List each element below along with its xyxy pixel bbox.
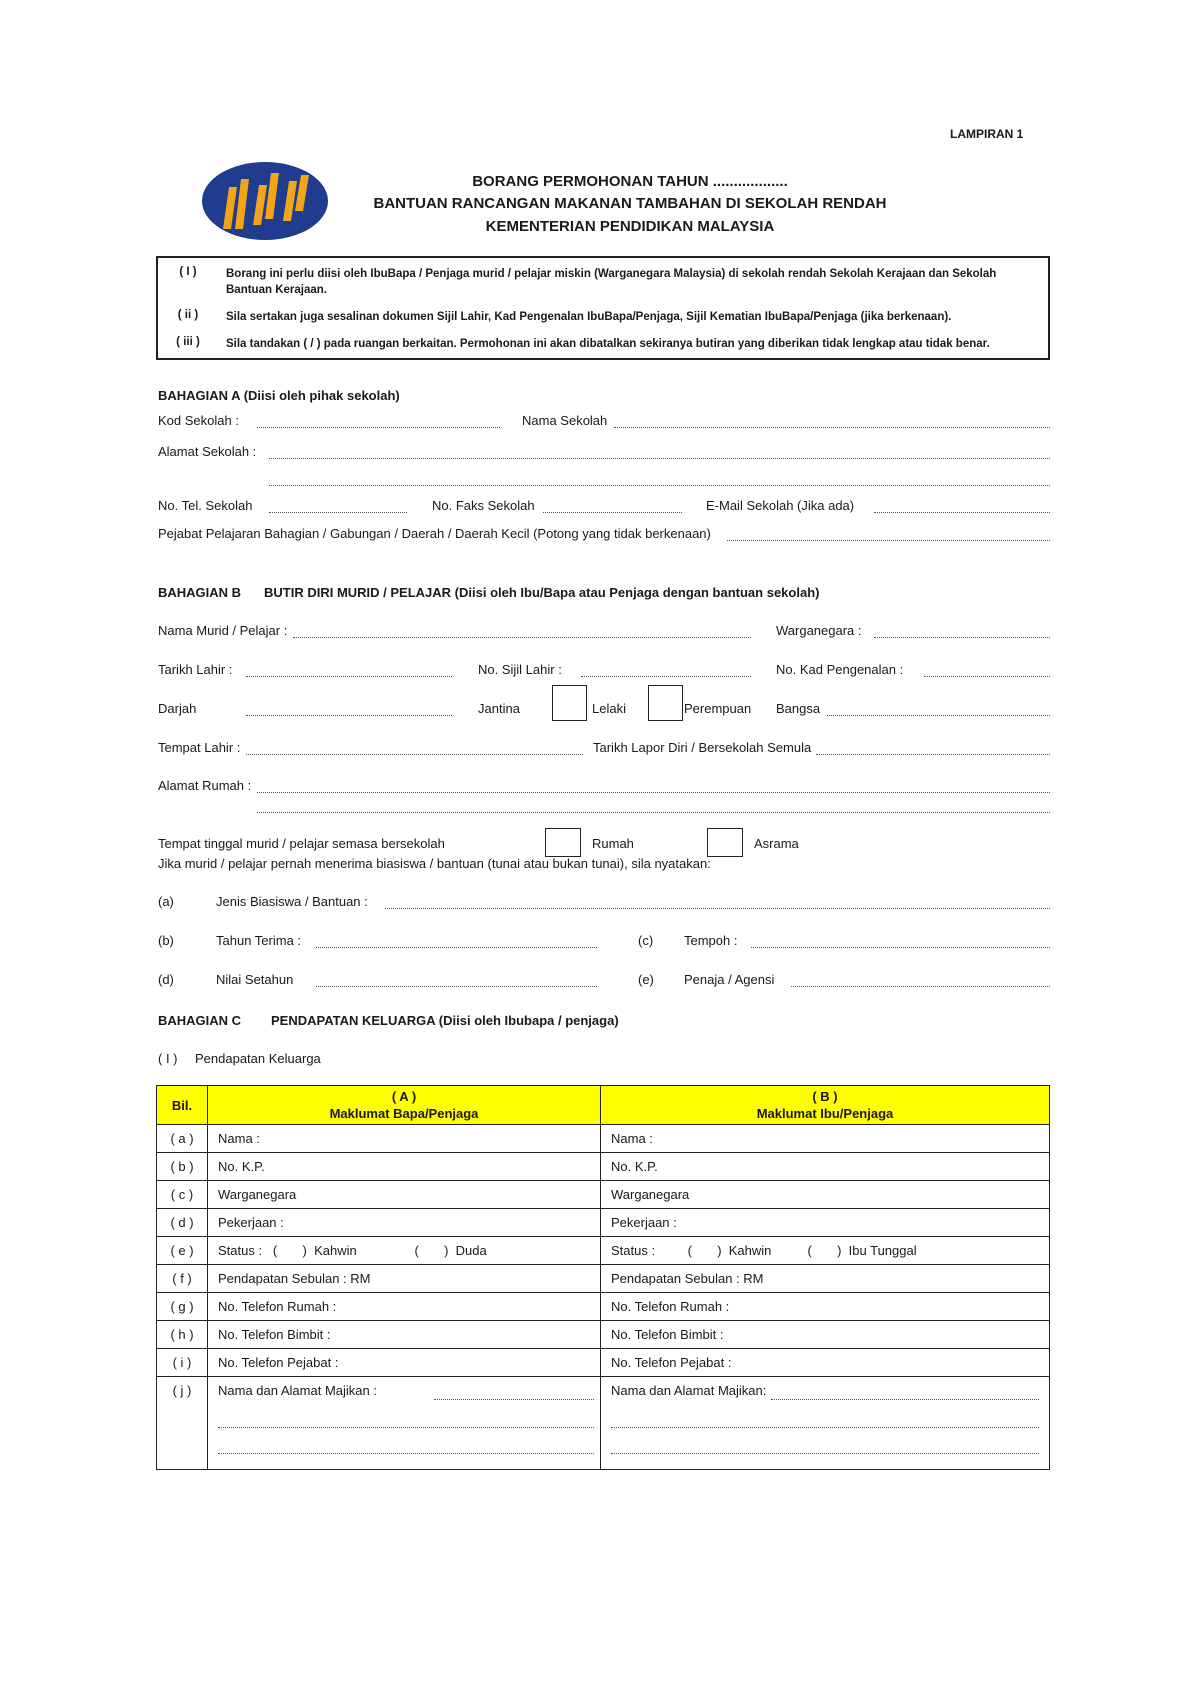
bapa-cell[interactable]: Pekerjaan : [208, 1209, 601, 1237]
tarikh-lahir-field[interactable] [246, 676, 452, 677]
ibu-majikan-label: Nama dan Alamat Majikan: [611, 1383, 767, 1398]
family-income-table [156, 1085, 1050, 1470]
form-title: BORANG PERMOHONAN TAHUN .................. [472, 173, 788, 190]
bapa-cell[interactable]: No. Telefon Rumah : [208, 1293, 601, 1321]
nama-sekolah-field[interactable] [614, 427, 1050, 428]
bil-cell: ( d ) [157, 1209, 208, 1237]
bil-cell: ( h ) [157, 1321, 208, 1349]
perempuan-checkbox[interactable] [648, 685, 683, 721]
alamat-rumah-label: Alamat Rumah : [158, 778, 252, 793]
instruction-number: ( I ) [179, 266, 197, 278]
ibu-majikan-cell[interactable] [601, 1377, 1050, 1470]
table-row [157, 1321, 1050, 1349]
kod-sekolah-field[interactable] [257, 427, 500, 428]
penaja-agensi-field[interactable] [791, 986, 1050, 987]
warganegara-field[interactable] [874, 637, 1050, 638]
table-row [157, 1293, 1050, 1321]
lelaki-label: Lelaki [592, 701, 626, 716]
darjah-label: Darjah [158, 701, 197, 716]
pendapatan-sub-number: ( I ) [158, 1051, 178, 1066]
bapa-cell[interactable]: Nama : [208, 1125, 601, 1153]
bapa-cell[interactable]: No. Telefon Pejabat : [208, 1349, 601, 1377]
pendapatan-sub-label: Pendapatan Keluarga [195, 1051, 321, 1066]
no-kad-pengenalan-field[interactable] [924, 676, 1050, 677]
table-row [157, 1265, 1050, 1293]
rumah-label: Rumah [592, 836, 634, 851]
warganegara-label: Warganegara : [776, 623, 862, 638]
no-faks-sekolah-label: No. Faks Sekolah [432, 498, 535, 513]
no-kad-pengenalan-label: No. Kad Pengenalan : [776, 662, 904, 677]
form-subtitle: BANTUAN RANCANGAN MAKANAN TAMBAHAN DI SEKOLAH RENDAH [373, 195, 887, 212]
no-tel-sekolah-field[interactable] [269, 512, 407, 513]
bangsa-label: Bangsa [776, 701, 821, 716]
item-c-label: (c) [638, 933, 654, 948]
ibu-cell[interactable]: Nama : [601, 1125, 1050, 1153]
item-b-label: (b) [158, 933, 174, 948]
section-b-title: BUTIR DIRI MURID / PELAJAR (Diisi oleh Ibu/Bapa atau Penjaga dengan bantuan sekolah) [264, 585, 820, 600]
nama-sekolah-label: Nama Sekolah [522, 413, 608, 428]
tarikh-lapor-diri-label: Tarikh Lapor Diri / Bersekolah Semula [593, 740, 812, 755]
ibu-cell[interactable]: Pekerjaan : [601, 1209, 1050, 1237]
instruction-text: Sila tandakan ( / ) pada ruangan berkaitan. Permohonan ini akan dibatalkan sekiranya butiran yang diberikan tidak lengkap atau tidak benar. [226, 338, 990, 350]
bangsa-field[interactable] [827, 715, 1050, 716]
item-d-label: (d) [158, 972, 174, 987]
bapa-majikan-label: Nama dan Alamat Majikan : [218, 1383, 377, 1398]
kpm-logo-icon [201, 161, 329, 241]
alamat-sekolah-field-2[interactable] [269, 485, 1050, 486]
bil-cell: ( g ) [157, 1293, 208, 1321]
bapa-majikan-cell[interactable] [208, 1377, 601, 1470]
bil-cell: ( b ) [157, 1153, 208, 1181]
nilai-setahun-label: Nilai Setahun [216, 972, 294, 987]
item-a-label: (a) [158, 894, 174, 909]
instruction-number: ( ii ) [177, 309, 199, 321]
jenis-biasiswa-field[interactable] [385, 908, 1050, 909]
kod-sekolah-label: Kod Sekolah : [158, 413, 239, 428]
bapa-majikan-line-3[interactable] [218, 1453, 594, 1454]
jenis-biasiswa-label: Jenis Biasiswa / Bantuan : [216, 894, 368, 909]
bapa-cell[interactable]: Pendapatan Sebulan : RM [208, 1265, 601, 1293]
penaja-agensi-label: Penaja / Agensi [684, 972, 775, 987]
pejabat-pelajaran-label: Pejabat Pelajaran Bahagian / Gabungan / Daerah / Daerah Kecil (Potong yang tidak berkenaan) [158, 526, 711, 541]
biasiswa-intro: Jika murid / pelajar pernah menerima biasiswa / bantuan (tunai atau bukan tunai), sila nyatakan: [158, 856, 711, 871]
section-b-heading: BAHAGIAN B [158, 585, 242, 600]
tempat-lahir-label: Tempat Lahir : [158, 740, 241, 755]
ibu-header-top: ( B ) [812, 1089, 838, 1104]
ministry-name: KEMENTERIAN PENDIDIKAN MALAYSIA [485, 218, 775, 235]
section-a-heading: BAHAGIAN A (Diisi oleh pihak sekolah) [158, 388, 400, 403]
lampiran-label: LAMPIRAN 1 [950, 127, 1024, 141]
tempat-tinggal-label: Tempat tinggal murid / pelajar semasa bersekolah [158, 836, 445, 851]
table-row [157, 1181, 1050, 1209]
tempoh-label: Tempoh : [684, 933, 738, 948]
ibu-majikan-line-3[interactable] [611, 1453, 1039, 1454]
ibu-cell[interactable]: No. Telefon Pejabat : [601, 1349, 1050, 1377]
bil-cell: ( j ) [157, 1377, 208, 1470]
no-tel-sekolah-label: No. Tel. Sekolah [158, 498, 253, 513]
section-c-title: PENDAPATAN KELUARGA (Diisi oleh Ibubapa / penjaga) [271, 1013, 619, 1028]
bapa-cell[interactable]: Warganegara [208, 1181, 601, 1209]
table-row-majikan [157, 1377, 1050, 1470]
email-sekolah-label: E-Mail Sekolah (Jika ada) [706, 498, 855, 513]
table-row [157, 1125, 1050, 1153]
alamat-rumah-field-1[interactable] [257, 792, 1050, 793]
ibu-majikan-line-2[interactable] [611, 1427, 1039, 1428]
table-header-row [157, 1086, 1050, 1125]
email-sekolah-field[interactable] [874, 512, 1050, 513]
pejabat-pelajaran-field[interactable] [727, 540, 1050, 541]
alamat-rumah-field-2[interactable] [257, 812, 1050, 813]
no-sijil-lahir-label: No. Sijil Lahir : [478, 662, 562, 677]
instruction-number: ( iii ) [176, 336, 200, 348]
table-row [157, 1153, 1050, 1181]
bil-cell: ( f ) [157, 1265, 208, 1293]
bil-cell: ( a ) [157, 1125, 208, 1153]
perempuan-label: Perempuan [684, 701, 752, 716]
tahun-terima-label: Tahun Terima : [216, 933, 302, 948]
tahun-terima-field[interactable] [316, 947, 597, 948]
table-row [157, 1237, 1050, 1265]
section-c-heading: BAHAGIAN C [158, 1013, 242, 1028]
tarikh-lahir-label: Tarikh Lahir : [158, 662, 233, 677]
bapa-header-title: Maklumat Bapa/Penjaga [329, 1106, 479, 1121]
ibu-cell[interactable]: No. K.P. [601, 1153, 1050, 1181]
rumah-checkbox[interactable] [545, 828, 581, 857]
instruction-text: Borang ini perlu diisi oleh IbuBapa / Penjaga murid / pelajar miskin (Warganegara Malaysia) di sekolah rendah Sekolah Kerajaan dan Sekolah Bantuan Kerajaan. [226, 268, 997, 296]
darjah-field[interactable] [246, 715, 452, 716]
asrama-checkbox[interactable] [707, 828, 743, 857]
tempat-lahir-field[interactable] [246, 754, 583, 755]
bapa-cell[interactable]: No. K.P. [208, 1153, 601, 1181]
no-faks-sekolah-field[interactable] [543, 512, 682, 513]
table-row [157, 1349, 1050, 1377]
bil-header: Bil. [157, 1086, 208, 1125]
ibu-majikan-line-1[interactable] [771, 1399, 1039, 1400]
bapa-cell[interactable]: No. Telefon Bimbit : [208, 1321, 601, 1349]
instructions-box [156, 256, 1050, 360]
bapa-header-top: ( A ) [391, 1089, 417, 1104]
ibu-header [601, 1086, 1050, 1125]
bil-cell: ( i ) [157, 1349, 208, 1377]
ibu-cell[interactable]: No. Telefon Rumah : [601, 1293, 1050, 1321]
item-e-label: (e) [638, 972, 654, 987]
nama-murid-field[interactable] [293, 637, 751, 638]
ibu-cell[interactable]: No. Telefon Bimbit : [601, 1321, 1050, 1349]
lelaki-checkbox[interactable] [552, 685, 587, 721]
table-row [157, 1209, 1050, 1237]
tempoh-field[interactable] [751, 947, 1050, 948]
tarikh-lapor-diri-field[interactable] [816, 754, 1050, 755]
asrama-label: Asrama [754, 836, 799, 851]
bapa-header [208, 1086, 601, 1125]
no-sijil-lahir-field[interactable] [581, 676, 751, 677]
nilai-setahun-field[interactable] [316, 986, 597, 987]
bil-cell: ( e ) [157, 1237, 208, 1265]
bapa-majikan-line-2[interactable] [218, 1427, 594, 1428]
jantina-label: Jantina [478, 701, 520, 716]
alamat-sekolah-label: Alamat Sekolah : [158, 444, 257, 459]
instruction-text: Sila sertakan juga sesalinan dokumen Sijil Lahir, Kad Pengenalan IbuBapa/Penjaga, Sijil Kematian IbuBapa/Penjaga (jika berkenaan). [226, 311, 952, 323]
bapa-status-cell[interactable]: Status : ( ) Kahwin ( ) Duda [208, 1237, 601, 1265]
alamat-sekolah-field-1[interactable] [269, 458, 1050, 459]
ibu-status-cell[interactable]: Status : ( ) Kahwin ( ) Ibu Tunggal [601, 1237, 1050, 1265]
ibu-header-title: Maklumat Ibu/Penjaga [756, 1106, 894, 1121]
bil-cell: ( c ) [157, 1181, 208, 1209]
nama-murid-label: Nama Murid / Pelajar : [158, 623, 288, 638]
ibu-cell[interactable]: Pendapatan Sebulan : RM [601, 1265, 1050, 1293]
ibu-cell[interactable]: Warganegara [601, 1181, 1050, 1209]
bapa-majikan-line-1[interactable] [434, 1399, 594, 1400]
